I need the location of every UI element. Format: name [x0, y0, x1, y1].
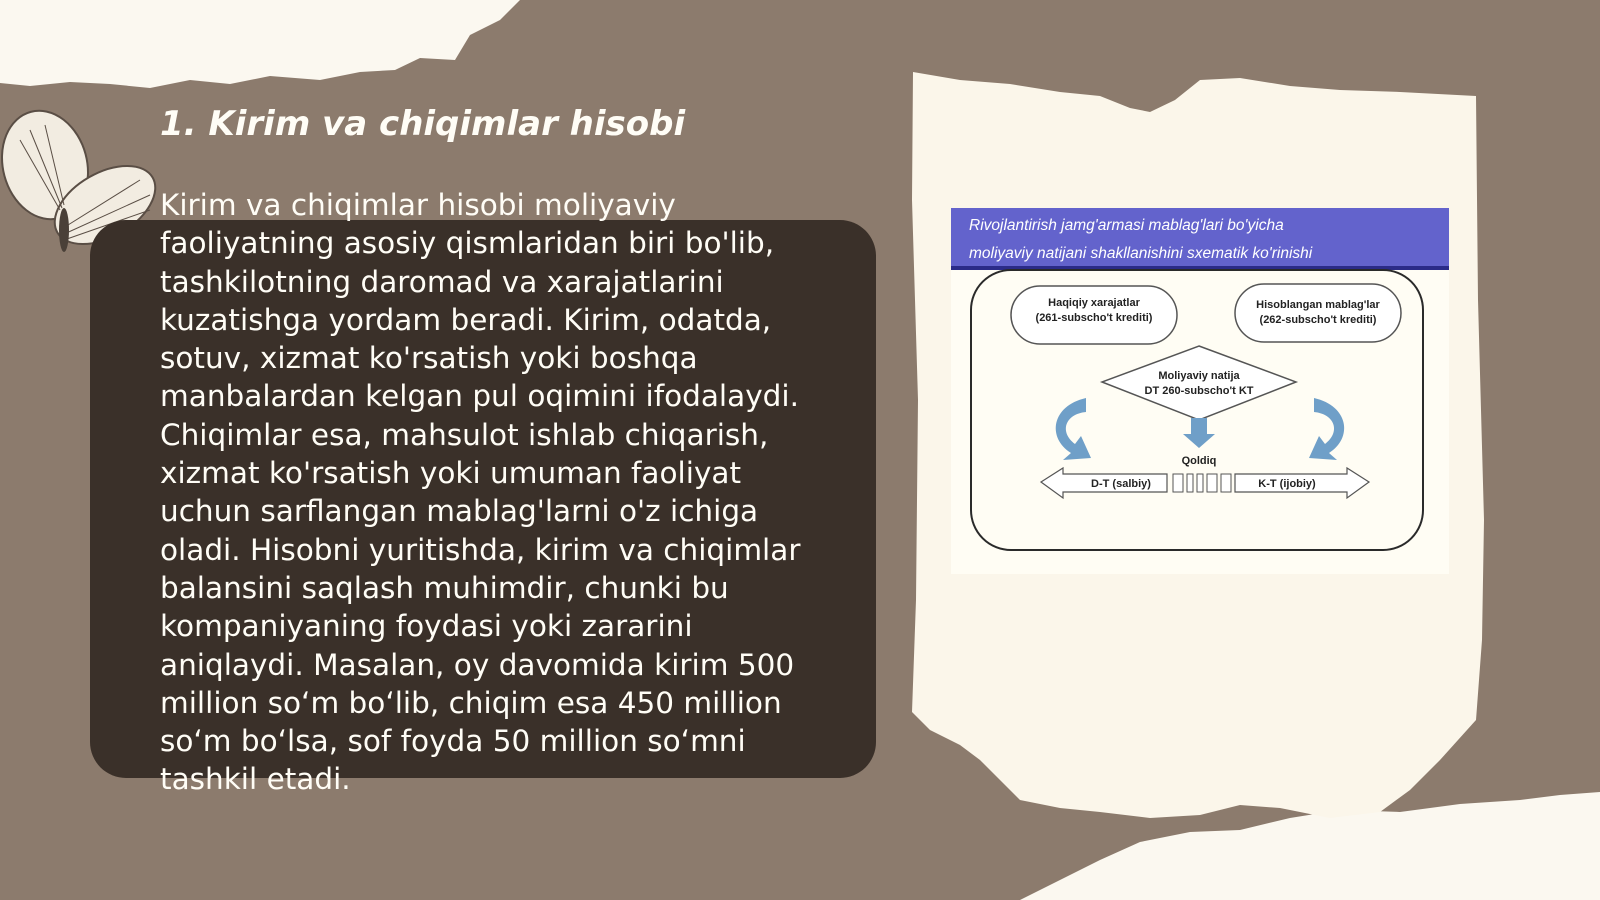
- slide-title: 1. Kirim va chiqimlar hisobi: [160, 104, 686, 144]
- residual-cell: [1187, 474, 1193, 492]
- residual-cell: [1221, 474, 1231, 492]
- residual-cell: [1197, 474, 1203, 492]
- right-box-line2: (262-subscho't krediti): [1259, 314, 1377, 326]
- residual-label: Qoldiq: [1181, 455, 1217, 467]
- left-box-line1: Haqiqiy xarajatlar: [1048, 297, 1140, 309]
- diagram-header-line1: Rivojlantirish jamg'armasi mablag'lari bo'yicha: [969, 217, 1284, 234]
- right-arrow-label: K-T (ijobiy): [1258, 478, 1316, 490]
- center-line1: Moliyaviy natija: [1158, 370, 1240, 382]
- slide-body-text: Kirim va chiqimlar hisobi moliyaviy faoliyatning asosiy qismlaridan biri bo'lib, tashkilotning daromad va xarajatlarini kuzatishga yordam beradi. Kirim, odatda, sotuv, xizmat ko'rsatish yoki boshqa manbalardan kelgan pul oqimini ifodalaydi. Chiqimlar esa, mahsulot ishlab chiqarish, xizmat ko'rsatish yoki umuman faoliyat uchun sarflangan mablag'larni o'z ichiga oladi. Hisobni yuritishda, kirim va chiqimlar balansini saqlash muhimdir, chunki bu kompaniyaning foydasi yoki zararini aniqlaydi. Masalan, oy davomida kirim 500 million so‘m bo‘lib, chiqim esa 450 million so‘m bo‘lsa, sof foyda 50 million so‘mni tashkil etadi.: [160, 188, 801, 797]
- residual-cell: [1207, 474, 1217, 492]
- top-left-torn-paper: [0, 0, 520, 88]
- down-arrow: [1183, 418, 1215, 448]
- residual-cell: [1173, 474, 1183, 492]
- center-line2: DT 260-subscho't KT: [1144, 385, 1254, 397]
- left-box-line2: (261-subscho't krediti): [1035, 312, 1153, 324]
- left-arrow-label: D-T (salbiy): [1091, 478, 1151, 490]
- right-account-box: [1235, 284, 1401, 342]
- center-diamond: [1102, 346, 1296, 420]
- diagram-header-line2: moliyaviy natijani shakllanishini sxematik ko'rinishi: [969, 245, 1313, 262]
- left-curved-arrow: [1056, 398, 1091, 460]
- diagram-canvas: [951, 208, 1449, 574]
- diagram-image: [951, 208, 1449, 574]
- right-box-line1: Hisoblangan mablag'lar: [1256, 299, 1380, 311]
- right-curved-arrow: [1309, 398, 1344, 460]
